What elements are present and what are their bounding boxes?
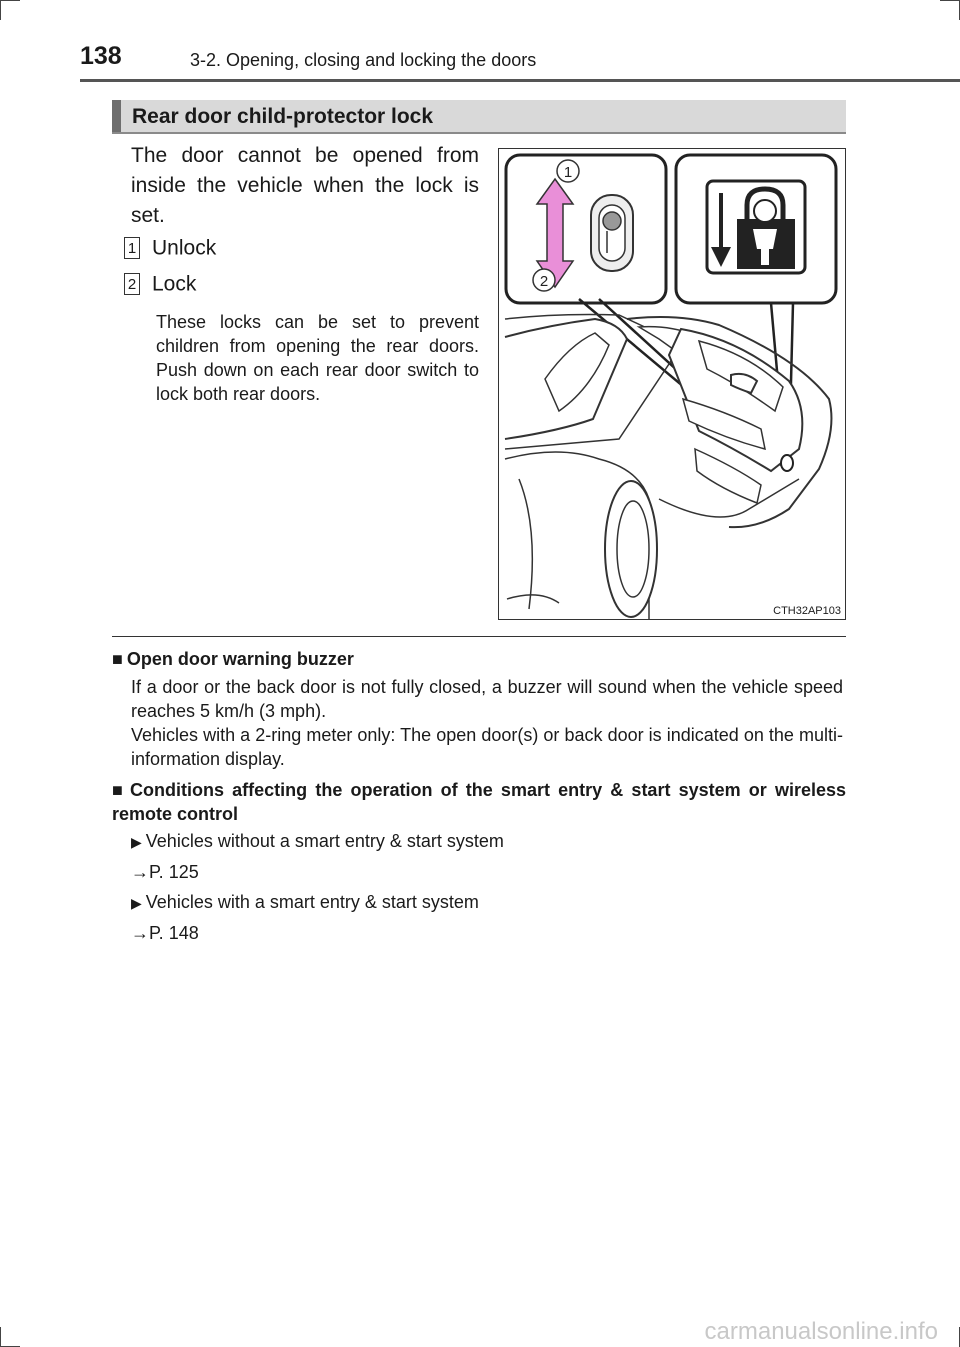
note-heading-text: Conditions affecting the operation of the smart entry & start system or wireless remote control xyxy=(112,780,847,824)
section-heading-bar xyxy=(112,100,846,134)
bullet-label: Vehicles without a smart entry & start system xyxy=(145,831,504,851)
section-accent xyxy=(112,100,121,132)
list-item-lock xyxy=(124,272,196,296)
chapter-title: 3-2. Opening, closing and locking the doors xyxy=(190,50,537,70)
note-heading-conditions xyxy=(112,778,846,826)
page-reference: P. 148 xyxy=(149,923,199,943)
page-number: 138 xyxy=(80,42,122,70)
intro-paragraph: The door cannot be opened from inside the vehicle when the lock is set. xyxy=(131,144,479,227)
section-divider xyxy=(112,636,846,637)
list-item-unlock xyxy=(124,236,216,260)
note-heading-buzzer xyxy=(112,647,846,671)
arrow-icon: → xyxy=(131,923,149,943)
crop-mark xyxy=(0,0,20,1)
figure-code: CTH32AP103 xyxy=(773,605,841,617)
switch-inset xyxy=(506,155,666,303)
lock-note: These locks can be set to prevent children from opening the rear doors. Push down on each rear door switch to lock both rear doors. xyxy=(156,312,479,404)
item-label: Unlock xyxy=(152,236,217,260)
square-bullet-icon: ■ xyxy=(112,780,127,800)
item-label: Lock xyxy=(152,272,197,296)
callout-1-label: 1 xyxy=(563,164,573,181)
item-number: 2 xyxy=(124,273,140,295)
child-icon xyxy=(754,200,776,222)
page-reference-link[interactable] xyxy=(131,862,199,883)
page-reference: P. 125 xyxy=(149,862,199,882)
watermark: carmanualsonline.info xyxy=(704,1318,938,1345)
list-item xyxy=(131,831,504,852)
item-number: 1 xyxy=(124,237,140,259)
list-item xyxy=(131,892,479,913)
bullet-label: Vehicles with a smart entry & start system xyxy=(145,892,479,912)
crop-mark xyxy=(0,1327,1,1347)
header-rule xyxy=(80,79,960,82)
crop-mark xyxy=(940,0,960,1)
square-bullet-icon: ■ xyxy=(112,649,123,669)
note-paragraph: If a door or the back door is not fully closed, a buzzer will sound when the vehicle speed reaches 5 km/h (3 mph). xyxy=(131,677,843,721)
door-switch-location-icon xyxy=(781,455,793,471)
callout-2-label: 2 xyxy=(539,273,549,290)
arrow-icon: → xyxy=(131,862,149,882)
crop-mark xyxy=(0,0,1,20)
page-reference-link[interactable] xyxy=(131,923,199,944)
car-door-illustration xyxy=(499,149,845,619)
section-title: Rear door child-protector lock xyxy=(132,105,434,128)
triangle-bullet-icon: ▶ xyxy=(131,834,142,850)
note-heading-text: Open door warning buzzer xyxy=(126,649,354,669)
child-lock-figure xyxy=(498,148,846,620)
triangle-bullet-icon: ▶ xyxy=(131,895,142,911)
note-paragraph: Vehicles with a 2-ring meter only: The open door(s) or back door is indicated on the multi-information display. xyxy=(131,725,843,769)
